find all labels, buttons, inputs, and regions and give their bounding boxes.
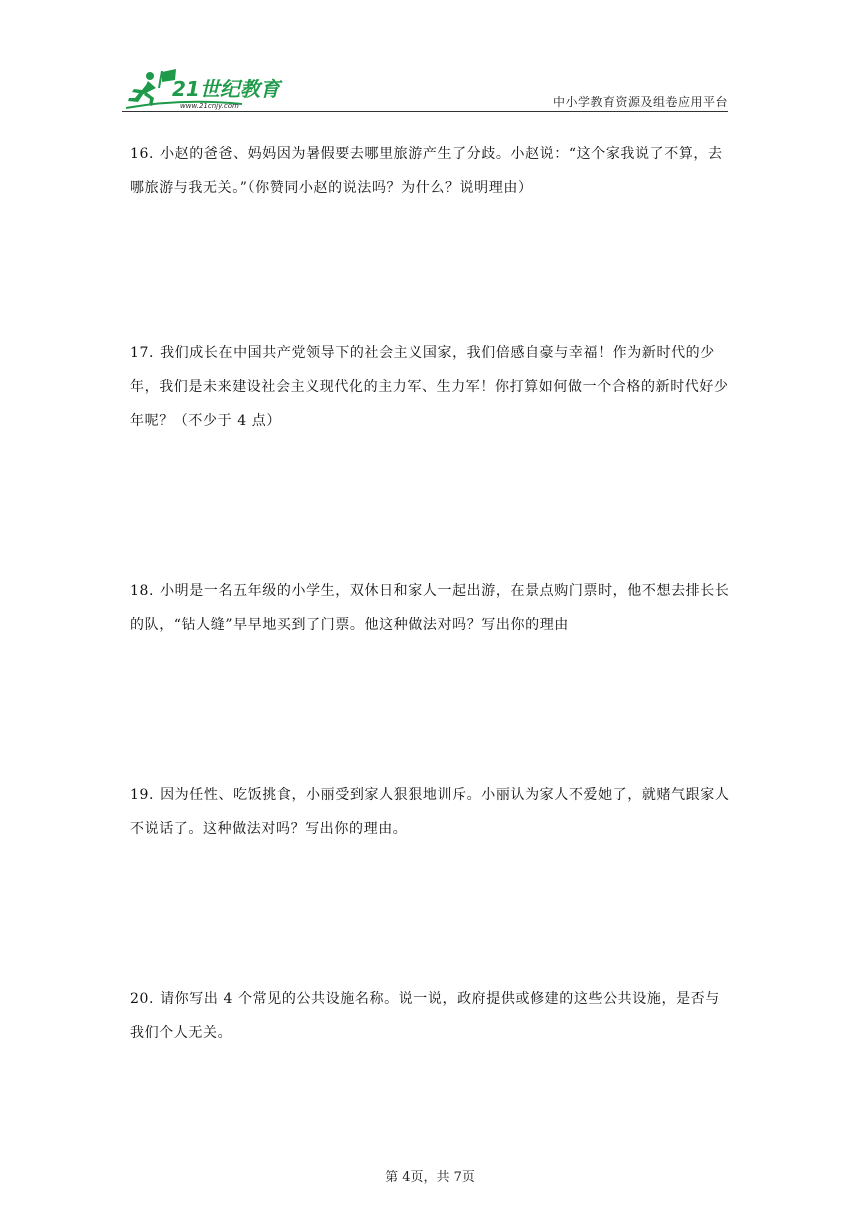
platform-name: 中小学教育资源及组卷应用平台 xyxy=(552,95,728,109)
question-text: 小赵的爸爸、妈妈因为暑假要去哪里旅游产生了分歧。小赵说：“这个家我说了不算，去哪旅游与我无关。”（你赞同小赵的说法吗？为什么？说明理由） xyxy=(130,146,723,196)
page-footer: 第 4页，共 7页 xyxy=(385,1170,475,1185)
question-18 xyxy=(130,574,732,642)
page-header xyxy=(122,64,728,116)
question-text: 请你写出 4 个常见的公共设施名称。说一说，政府提供或修建的这些公共设施，是否与我们个人无关。 xyxy=(130,991,720,1041)
question-16 xyxy=(130,137,732,205)
logo-text: 21世纪教育 xyxy=(172,77,280,101)
logo xyxy=(122,68,292,112)
question-19 xyxy=(130,778,732,846)
question-text: 小明是一名五年级的小学生，双休日和家人一起出游，在景点购门票时，他不想去排长长的队，“钻人缝”早早地买到了门票。他这种做法对吗？写出你的理由 xyxy=(130,583,730,633)
question-number: 20. xyxy=(130,991,155,1007)
question-17 xyxy=(130,336,732,438)
header-divider xyxy=(122,111,728,112)
question-text: 我们成长在中国共产党领导下的社会主义国家，我们倍感自豪与幸福！作为新时代的少年，我们是未来建设社会主义现代化的主力军、生力军！你打算如何做一个合格的新时代好少年呢？（不少于 4 点） xyxy=(130,345,729,429)
question-number: 18. xyxy=(130,583,155,599)
question-text: 因为任性、吃饭挑食，小丽受到家人狠狠地训斥。小丽认为家人不爱她了，就赌气跟家人不说话了。这种做法对吗？写出你的理由。 xyxy=(130,787,730,837)
question-number: 19. xyxy=(130,787,155,803)
question-number: 17. xyxy=(130,345,155,361)
question-20 xyxy=(130,982,732,1050)
runner-logo-icon xyxy=(122,68,292,112)
question-number: 16. xyxy=(130,146,155,162)
logo-url-text: www.21cnjy.com xyxy=(180,102,239,110)
